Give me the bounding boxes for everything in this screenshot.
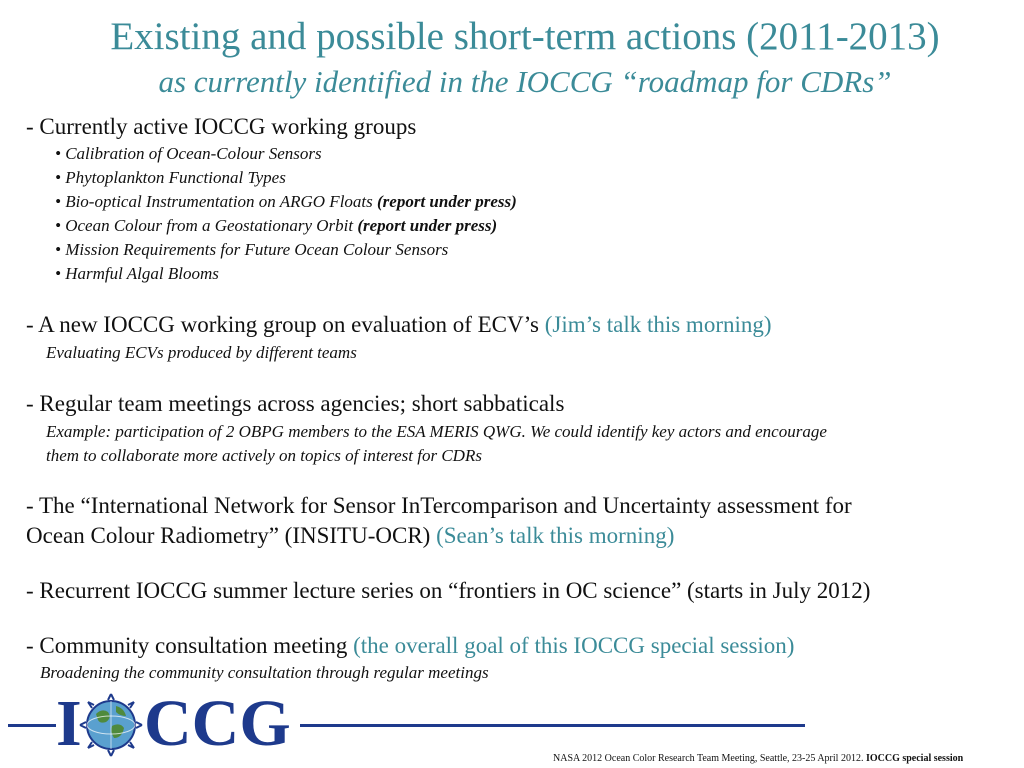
bullet-text: Mission Requirements for Future Ocean Colour Sensors [65,240,449,259]
logo-letters-ccg: CCG [144,687,291,760]
slide-subtitle: as currently identified in the IOCCG “roadmap for CDRs” [158,64,892,99]
section-consultation-heading [26,633,794,659]
globe-icon [78,692,144,758]
ioccg-logo [56,687,302,760]
section-ecv-text: - A new IOCCG working group on evaluation of ECV’s [26,312,545,337]
bullet-item: • Phytoplankton Functional Types [55,168,286,187]
footer-citation [553,753,963,764]
footer-text: NASA 2012 Ocean Color Research Team Meeting, Seattle, 23-25 April 2012. [553,753,866,764]
section-ecv-heading [26,312,772,338]
bullet-item: • Bio-optical Instrumentation on ARGO Floats (report under press) [55,192,517,211]
bullet-item: • Harmful Algal Blooms [55,264,219,283]
section-insitu-ocr-line2 [26,523,674,549]
slide-title: Existing and possible short-term actions (2011-2013) [110,15,940,58]
bullet-text: Harmful Algal Blooms [65,264,219,283]
rule-line-right [300,724,805,727]
bullet-item: • Calibration of Ocean-Colour Sensors [55,144,322,163]
rule-line-left [8,724,56,727]
bullet-item: • Mission Requirements for Future Ocean Colour Sensors [55,240,449,259]
logo-letter-i: I [56,687,82,760]
bullet-text: Ocean Colour from a Geostationary Orbit [65,216,358,235]
section-insitu-ocr-text: Ocean Colour Radiometry” (INSITU-OCR) [26,523,437,548]
section-meetings-heading: - Regular team meetings across agencies; short sabbaticals [26,391,565,416]
section-meetings-subtext-line1: Example: participation of 2 OBPG members to the ESA MERIS QWG. We could identify key actors and encourage [46,422,827,441]
section-ecv-highlight: (Jim’s talk this morning) [544,312,772,337]
bullet-item: • Ocean Colour from a Geostationary Orbit (report under press) [55,216,498,235]
bullet-text: Bio-optical Instrumentation on ARGO Floats [65,192,378,211]
section-consultation-highlight: (the overall goal of this IOCCG special session) [353,633,795,658]
section-insitu-ocr-line1: - The “International Network for Sensor InTercomparison and Uncertainty assessment for [26,493,852,518]
section-lecture-series-heading: - Recurrent IOCCG summer lecture series on “frontiers in OC science” (starts in July 2012) [26,578,871,603]
footer-bold: IOCCG special session [865,753,964,764]
bullet-note: (report under press) [377,192,517,211]
section-consultation-text: - Community consultation meeting [26,633,354,658]
section-working-groups-heading: - Currently active IOCCG working groups [26,114,417,139]
section-consultation-subtext: Broadening the community consultation through regular meetings [40,663,489,682]
bullet-text: Phytoplankton Functional Types [65,168,286,187]
bullet-note: (report under press) [357,216,498,235]
section-meetings-subtext-line2: them to collaborate more actively on topics of interest for CDRs [46,446,482,465]
section-ecv-subtext: Evaluating ECVs produced by different teams [46,343,357,362]
section-insitu-ocr-highlight: (Sean’s talk this morning) [436,523,675,548]
bullet-text: Calibration of Ocean-Colour Sensors [65,144,322,163]
